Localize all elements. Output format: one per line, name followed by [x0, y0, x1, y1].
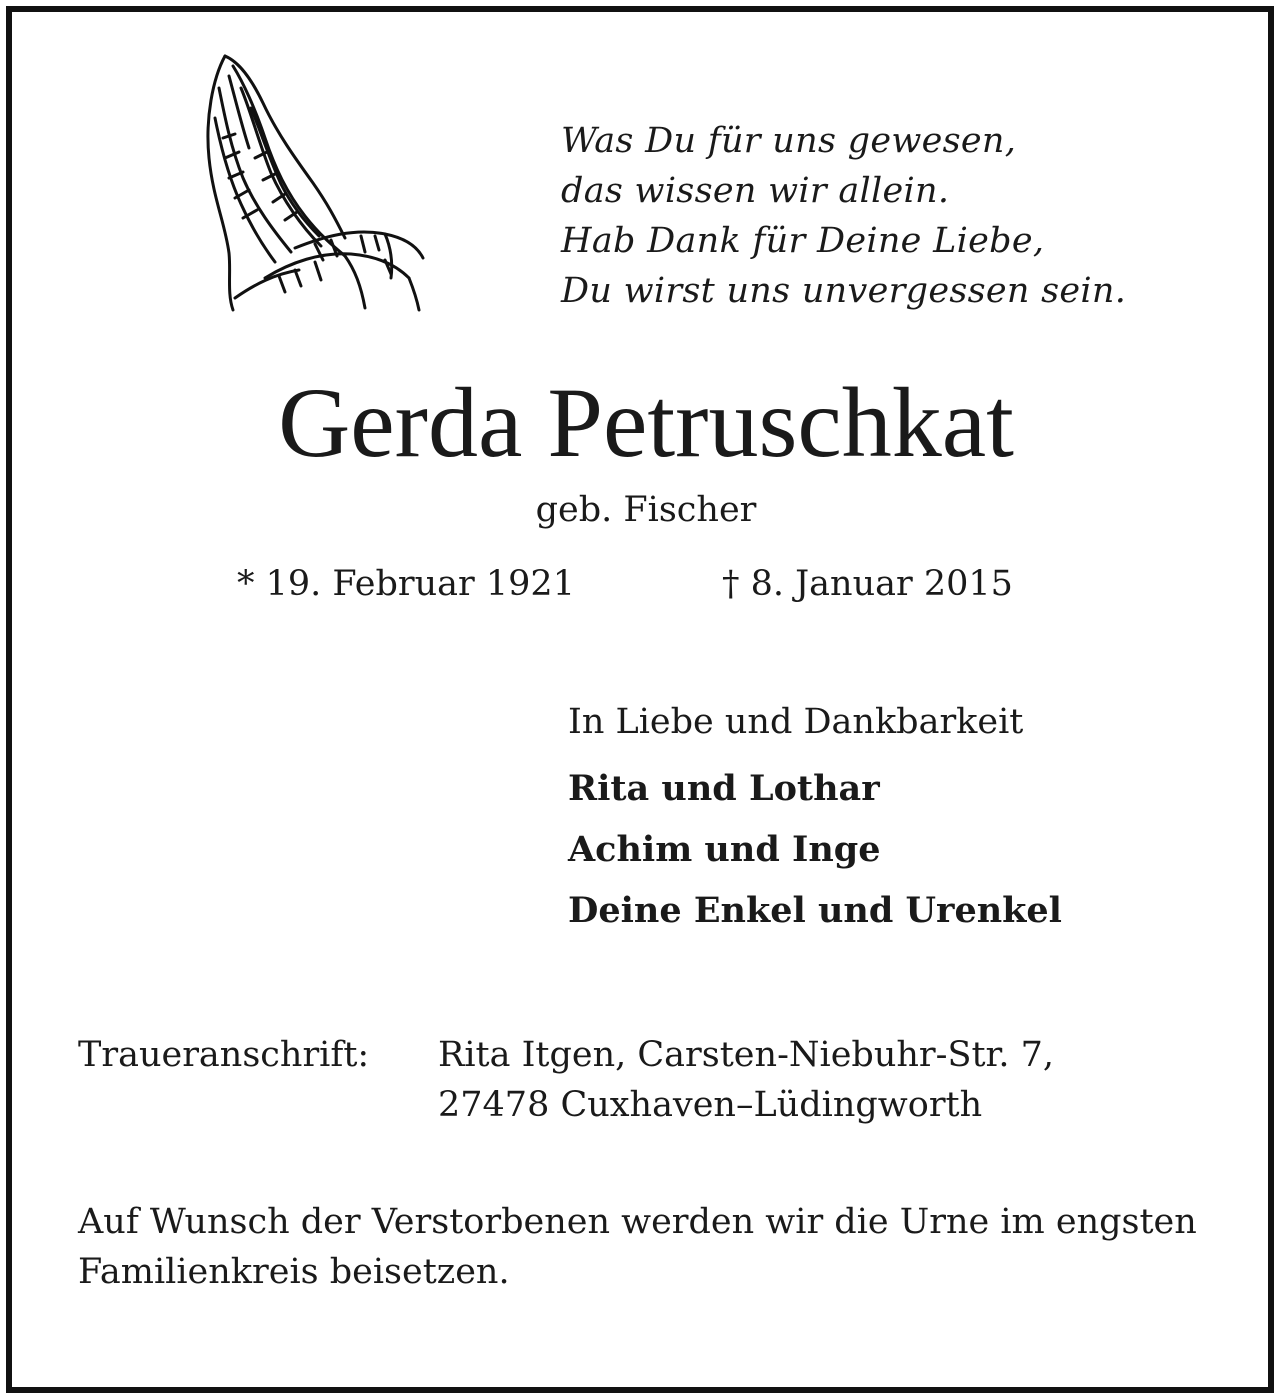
- birth-date: * 19. Februar 1921: [237, 564, 575, 604]
- mourner-family: Deine Enkel und Urenkel: [568, 890, 1062, 931]
- mourner-family: Achim und Inge: [568, 829, 881, 870]
- poem-line: Was Du für uns gewesen,: [561, 121, 1017, 161]
- mourning-address: [78, 1030, 1054, 1130]
- poem-line: Hab Dank für Deine Liebe,: [561, 221, 1045, 261]
- mourner-family: Rita und Lothar: [568, 768, 880, 809]
- obituary-notice: [6, 6, 1274, 1393]
- mourners-block: [568, 700, 1062, 941]
- deceased-name: Gerda Petruschkat: [278, 367, 1014, 478]
- memorial-poem: [561, 116, 1126, 316]
- address-label: Traueranschrift:: [78, 1035, 370, 1075]
- praying-hands-icon: [195, 48, 435, 318]
- address-line: 27478 Cuxhaven–Lüdingworth: [438, 1085, 983, 1125]
- death-date: † 8. Januar 2015: [722, 564, 1013, 604]
- maiden-name: geb. Fischer: [535, 490, 757, 530]
- poem-line: Du wirst uns unvergessen sein.: [561, 271, 1127, 311]
- address-line: Rita Itgen, Carsten-Niebuhr-Str. 7,: [438, 1035, 1055, 1075]
- burial-note: Auf Wunsch der Verstorbenen werden wir die Urne im engsten Familienkreis beisetzen.: [78, 1202, 1197, 1292]
- poem-line: das wissen wir allein.: [561, 171, 950, 211]
- mourners-intro: In Liebe und Dankbarkeit: [568, 702, 1024, 742]
